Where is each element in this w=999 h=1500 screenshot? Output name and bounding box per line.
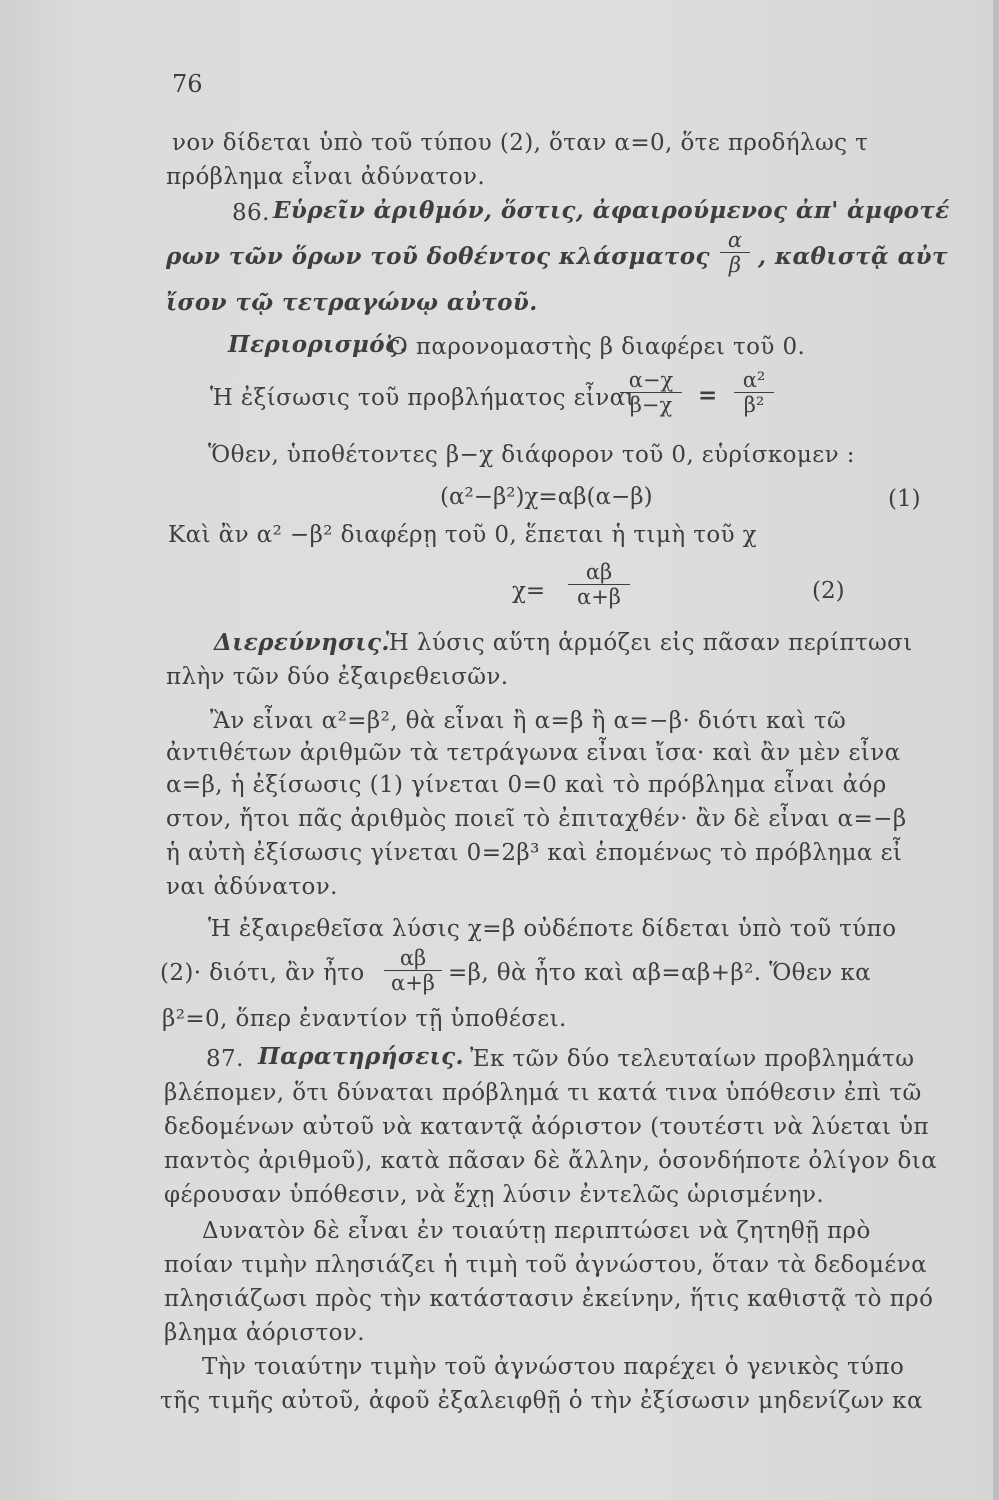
label-dierevnisis: Διερεύνησις. [214,629,390,656]
equation-number: (2) [812,578,845,604]
text-line: Ἡ λύσις αὕτη ἁρμόζει εἰς πᾶσαν περίπτωσι [386,630,913,656]
text-line: βλημα ἀόριστον. [164,1320,365,1346]
text-line: Δυνατὸν δὲ εἶναι ἐν τοιαύτῃ περιπτώσει νὰ ζητηθῇ πρὸ [202,1218,871,1244]
text-line: Ἡ ἐξίσωσις τοῦ προβλήματος εἶναι [210,385,636,411]
text-line: ναι ἀδύνατον. [166,874,338,900]
section-number: 87. [206,1046,244,1072]
text-line: ἡ αὐτὴ ἐξίσωσις γίνεται 0=2β³ καὶ ἑπομένως τὸ πρόβλημα εἶ [166,840,903,866]
fraction-numerator: αβ [384,946,442,971]
fraction-denominator: β−χ [629,393,673,417]
equation-fraction-right [734,368,774,417]
inline-fraction [384,946,442,995]
text-line: Ὁ παρονομαστὴς β διαφέρει τοῦ 0. [388,334,806,360]
text-line: Ὅθεν, ὑποθέτοντες β−χ διάφορον τοῦ 0, εὑρίσκομεν : [208,442,855,468]
text-line: πρόβλημα εἶναι ἀδύνατον. [166,164,486,190]
text-line: βλέπομεν, ὅτι δύναται πρόβλημά τι κατά τινα ὑπόθεσιν ἐπὶ τῶ [164,1080,922,1106]
section-number: 86. [232,200,270,226]
equation-number: (1) [888,486,921,512]
fraction-denominator: α+β [577,585,621,609]
text-line: (2)· διότι, ἂν ἦτο [160,960,365,986]
equation-fraction-left [620,368,682,417]
page-edge-shadow [993,0,999,1500]
text-line: α=β, ἡ ἐξίσωσις (1) γίνεται 0=0 καὶ τὸ πρόβλημα εἶναι ἀόρ [166,772,887,798]
text-line: Τὴν τοιαύτην τιμὴν τοῦ ἀγνώστου παρέχει ὁ γενικὸς τύπο [202,1354,905,1380]
problem-statement: , καθιστᾷ αὐτ [758,243,948,270]
text-line: δεδομένων αὐτοῦ νὰ καταντᾷ ἀόριστον (τουτέστι νὰ λύεται ὑπ [164,1114,929,1140]
text-line: β²=0, ὅπερ ἐναντίον τῇ ὑποθέσει. [162,1006,567,1032]
problem-statement: ἴσον τῷ τετραγώνῳ αὐτοῦ. [166,289,538,316]
text-line: πλὴν τῶν δύο ἐξαιρεθεισῶν. [166,664,509,690]
equation-1: (α²−β²)χ=αβ(α−β) [440,484,653,510]
text-line: Ἐκ τῶν δύο τελευταίων προβλημάτω [470,1046,915,1072]
page-number: 76 [172,70,203,98]
text-line: φέρουσαν ὑπόθεσιν, νὰ ἔχῃ λύσιν ἐντελῶς ὡρισμένην. [164,1182,825,1208]
equation-2-fraction [568,560,630,609]
label-periorismos: Περιορισμός. [228,331,408,358]
text-line: πλησιάζωσι πρὸς τὴν κατάστασιν ἐκείνην, ἥτις καθιστᾷ τὸ πρό [164,1286,934,1312]
fraction-alpha-beta [720,228,750,277]
fraction-denominator: β² [743,393,765,417]
equation-2-lhs: χ= [512,578,546,604]
text-line: ἀντιθέτων ἀριθμῶν τὰ τετράγωνα εἶναι ἴσα· καὶ ἂν μὲν εἶνα [166,740,901,766]
fraction-numerator: α−χ [620,368,682,393]
text-line: στον, ἤτοι πᾶς ἀριθμὸς ποιεῖ τὸ ἐπιταχθέν· ἂν δὲ εἶναι α=−β [166,806,907,832]
text-line: Ἂν εἶναι α²=β², θὰ εἶναι ἢ α=β ἢ α=−β· διότι καὶ τῶ [210,708,847,734]
problem-statement: ρων τῶν ὅρων τοῦ δοθέντος κλάσματος [166,243,710,270]
text-line: Καὶ ἂν α² −β² διαφέρῃ τοῦ 0, ἕπεται ἡ τιμὴ τοῦ χ [168,522,758,548]
equals-sign: = [698,382,718,409]
fraction-denominator: β [728,253,742,277]
fraction-denominator: α+β [391,971,435,995]
text-line: νον δίδεται ὑπὸ τοῦ τύπου (2), ὅταν α=0, ὅτε προδήλως τ [172,130,869,156]
text-line: Ἡ ἐξαιρεθεῖσα λύσις χ=β οὐδέποτε δίδεται ὑπὸ τοῦ τύπο [208,916,897,942]
text-line: παντὸς ἀριθμοῦ), κατὰ πᾶσαν δὲ ἄλλην, ὁσονδήποτε ὀλίγον δια [164,1148,938,1174]
fraction-numerator: α [720,228,750,253]
text-line: =β, θὰ ἦτο καὶ αβ=αβ+β². Ὅθεν κα [448,960,872,986]
label-paratiriseis: Παρατηρήσεις. [258,1043,464,1070]
text-line: ποίαν τιμὴν πλησιάζει ἡ τιμὴ τοῦ ἀγνώστου, ὅταν τὰ δεδομένα [164,1252,928,1278]
fraction-numerator: α² [734,368,774,393]
text-line: τῆς τιμῆς αὐτοῦ, ἀφοῦ ἐξαλειφθῇ ὁ τὴν ἐξίσωσιν μηδενίζων κα [160,1388,923,1414]
fraction-numerator: αβ [568,560,630,585]
problem-statement: Εὑρεῖν ἀριθμόν, ὅστις, ἀφαιρούμενος ἀπ' ἀμφοτέ [273,197,950,224]
